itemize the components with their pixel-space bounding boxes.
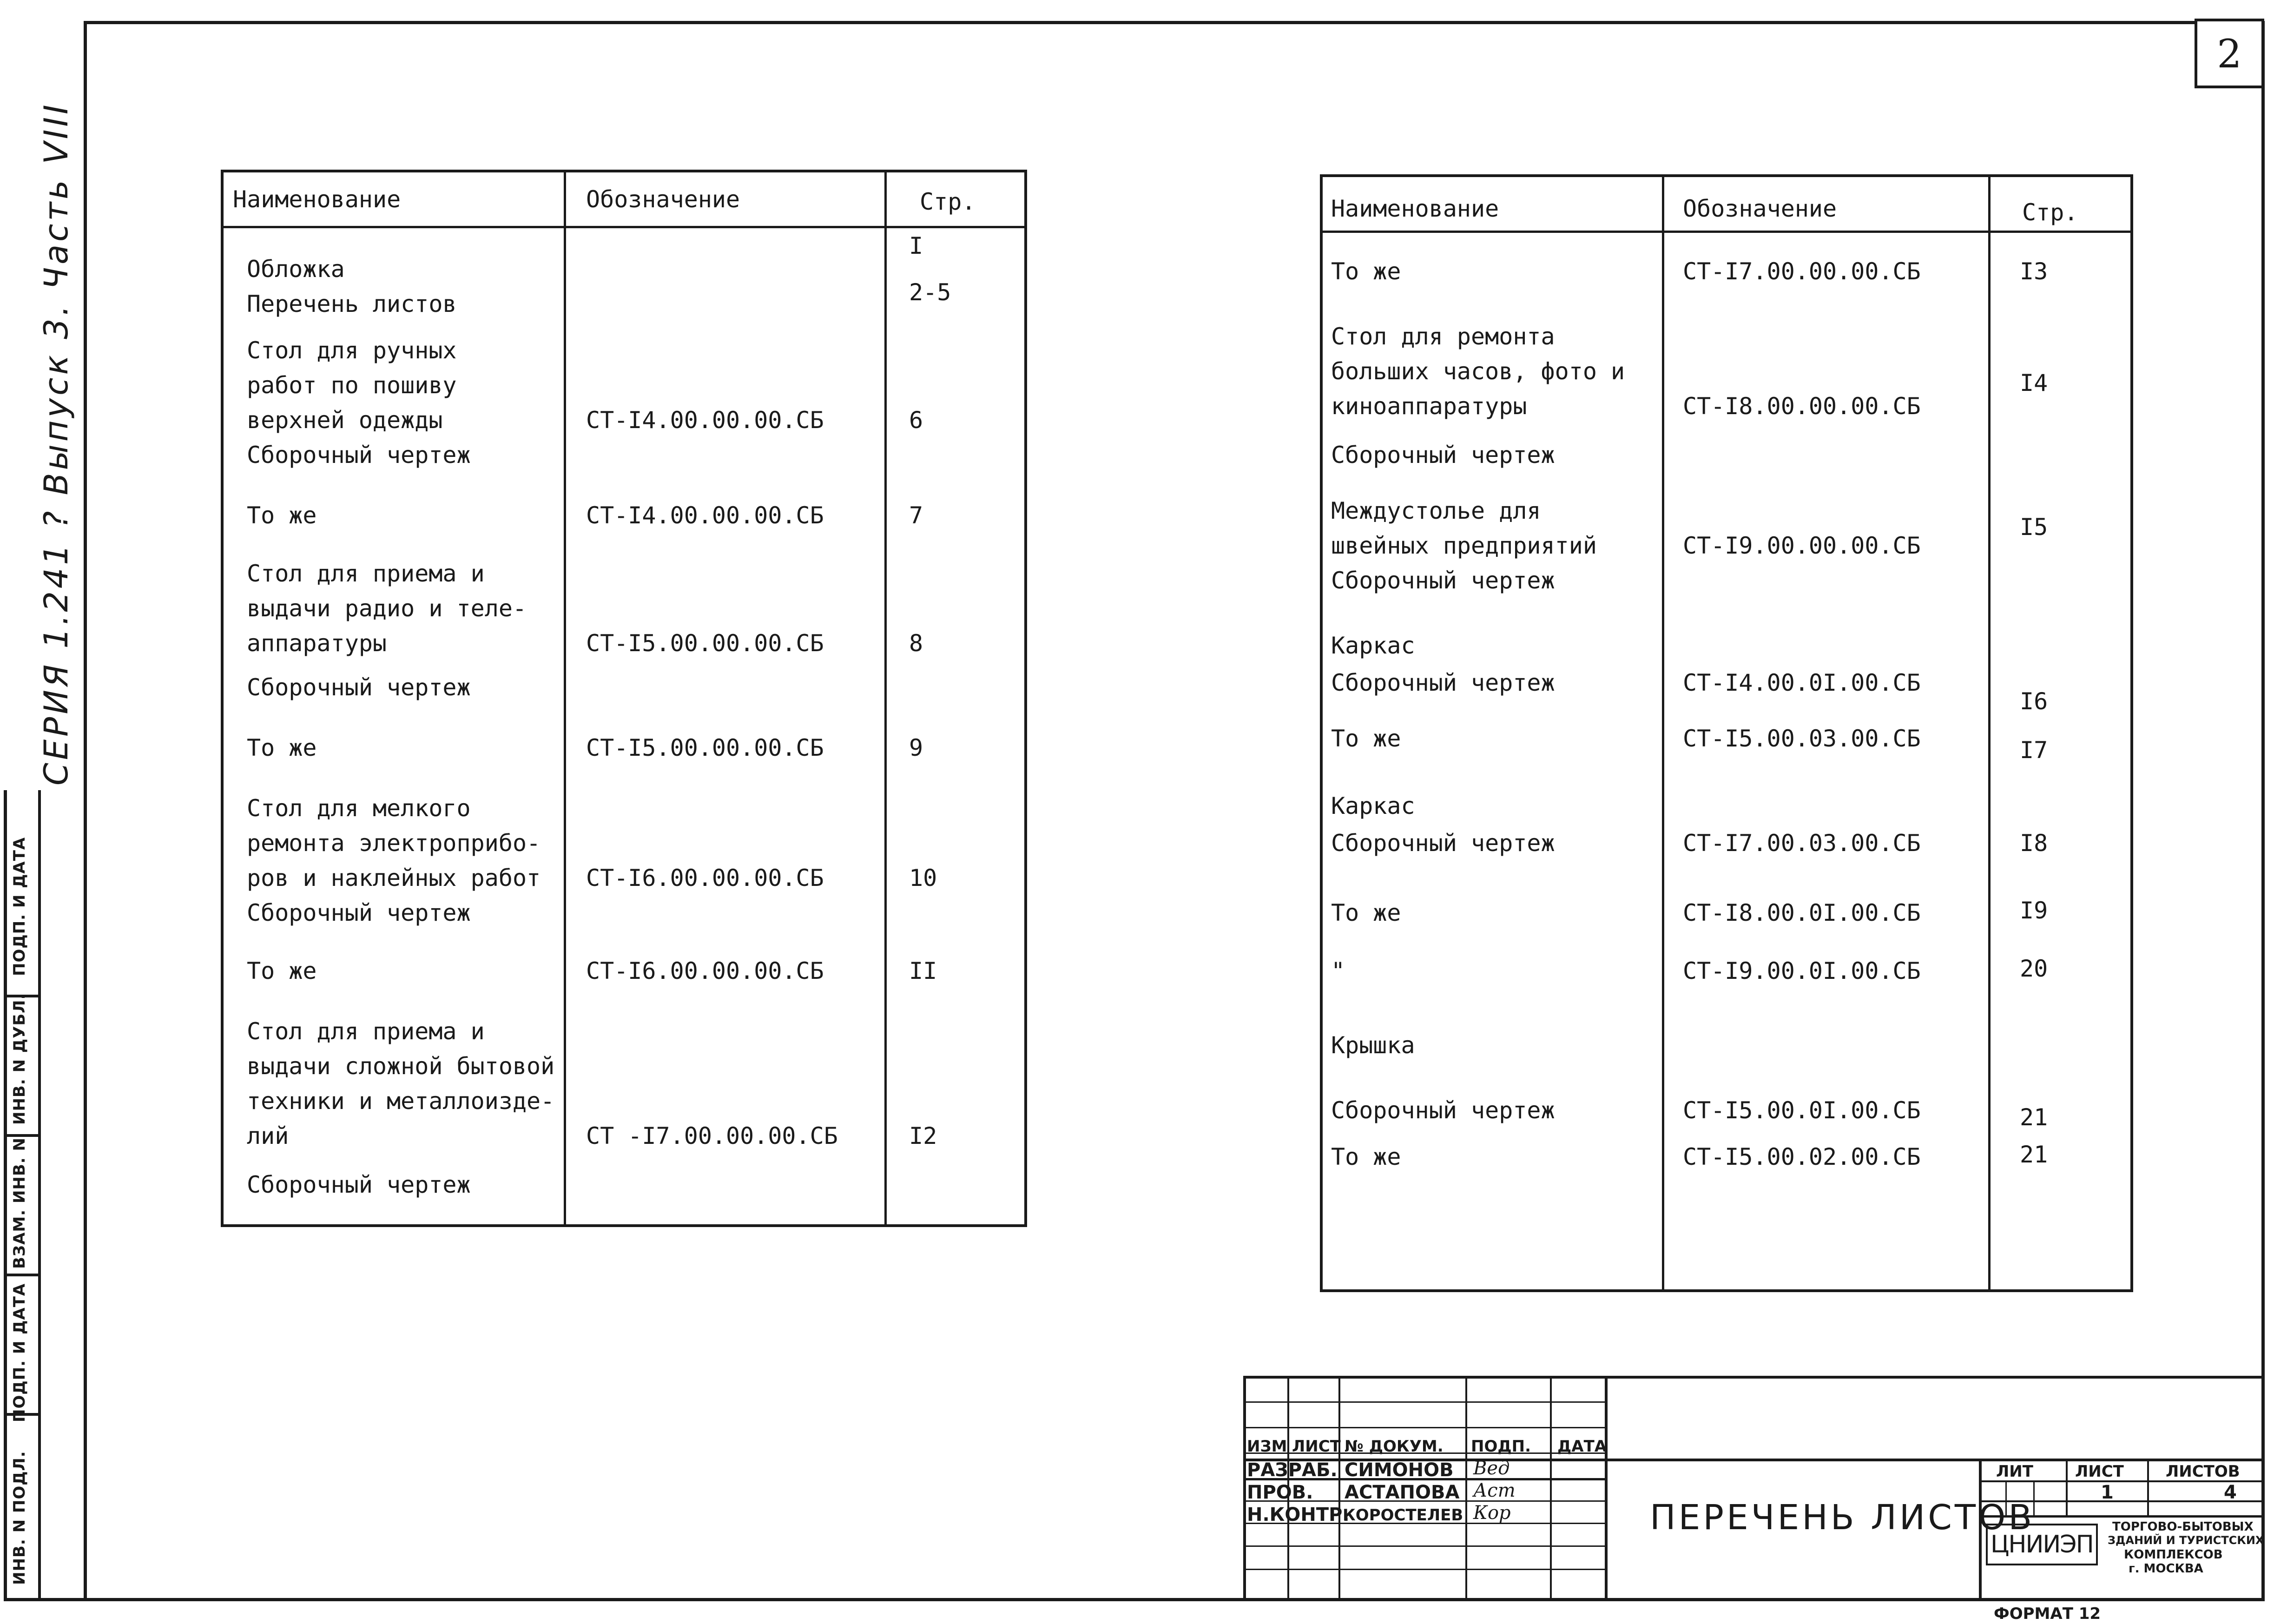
left-row-4-page: 6 (909, 407, 923, 434)
stamp-label-1: ПОДП. И ДАТА (10, 1283, 29, 1422)
right-row-5-name: Междустолье для (1331, 497, 1541, 524)
tb-name-normcontrol: КОРОСТЕЛЕВ (1343, 1506, 1463, 1525)
left-row-18-name: выдачи сложной бытовой (247, 1053, 555, 1080)
org-line-1: ТОРГОВО-БЫТОВЫХ (2112, 1520, 2254, 1534)
tb-col-list: ЛИСТ (1292, 1437, 1341, 1456)
stamp-label-2: ВЗАМ. ИНВ. N (10, 1137, 29, 1269)
stamp-label-0: ИНВ. N ПОДЛ. (10, 1451, 29, 1585)
right-row-14-designation: СТ-I9.00.0I.00.СБ (1683, 957, 1921, 984)
left-row-6-designation: СТ-I4.00.00.00.СБ (586, 502, 824, 529)
left-row-4-designation: СТ-I4.00.00.00.СБ (586, 407, 824, 434)
left-row-16-page: II (909, 957, 937, 984)
tb-role-check: ПРОВ. (1247, 1482, 1313, 1503)
right-row-11-name: Каркас (1331, 792, 1415, 819)
org-line-3: КОМПЛЕКСОВ (2124, 1548, 2223, 1562)
left-row-14-designation: СТ-I6.00.00.00.СБ (586, 865, 824, 891)
right-row-17-page: 21 (2020, 1141, 2048, 1168)
tb-signature-normcontrol: Кор (1473, 1502, 1511, 1524)
right-row-6-designation: СТ-I9.00.00.00.СБ (1683, 532, 1921, 559)
title-block (1243, 1376, 2265, 1601)
left-row-3-name: работ по пошиву (247, 372, 457, 399)
right-row-10-designation: СТ-I5.00.03.00.СБ (1683, 725, 1921, 752)
right-row-10-name: То же (1331, 725, 1401, 752)
right-row-7-name: Сборочный чертеж (1331, 567, 1555, 594)
right-row-3-designation: СТ-I8.00.00.00.СБ (1683, 393, 1921, 420)
left-row-9-page: 8 (909, 630, 923, 657)
right-row-2-page: I4 (2020, 370, 2048, 396)
tb-col-izm: ИЗМ (1247, 1437, 1287, 1456)
right-row-9-name: Сборочный чертеж (1331, 669, 1555, 696)
right-row-12-name: Сборочный чертеж (1331, 830, 1555, 857)
right-row-16-name: Сборочный чертеж (1331, 1097, 1555, 1124)
left-row-1-name: Перечень листов (247, 290, 457, 317)
left-row-14-name: ров и наклейных работ (247, 865, 541, 891)
left-row-11-designation: СТ-I5.00.00.00.СБ (586, 734, 824, 761)
org-line-4: г. МОСКВА (2129, 1562, 2203, 1576)
stamp-label-3: ИНВ. N ДУБЛ. (10, 993, 29, 1125)
tb-lit-label: ЛИТ (1996, 1462, 2033, 1481)
tb-sheet-label: ЛИСТ (2075, 1462, 2124, 1481)
left-row-20-designation: СТ -I7.00.00.00.СБ (586, 1122, 838, 1149)
right-sheet-list-table (1320, 174, 2133, 1292)
right-header-designation: Обозначение (1683, 195, 1837, 222)
left-row-14-page: 10 (909, 865, 937, 891)
left-row-0-page: I (909, 232, 923, 259)
document-title: ПЕРЕЧЕНЬ ЛИСТОВ (1650, 1498, 2035, 1538)
left-row-16-name: То же (247, 957, 317, 984)
tb-sheets-value: 4 (2224, 1482, 2237, 1503)
format-label: ФОРМАТ 12 (1994, 1604, 2101, 1623)
left-header-page: Стр. (920, 188, 976, 215)
right-row-13-designation: СТ-I8.00.0I.00.СБ (1683, 899, 1921, 926)
right-row-15-name: Крышка (1331, 1032, 1415, 1059)
right-row-4-name: Сборочный чертеж (1331, 442, 1555, 469)
right-header-name: Наименование (1331, 195, 1499, 222)
left-row-19-name: техники и металлоизде- (247, 1088, 555, 1115)
right-row-2-name: больших часов, фото и (1331, 358, 1625, 385)
left-row-9-name: аппаратуры (247, 630, 387, 657)
tb-col-date: ДАТА (1557, 1437, 1607, 1456)
tb-name-dev: СИМОНОВ (1345, 1459, 1454, 1481)
left-row-20-page: I2 (909, 1122, 937, 1149)
right-row-14-page: 20 (2020, 955, 2048, 982)
right-row-17-name: То же (1331, 1143, 1401, 1170)
left-header-designation: Обозначение (586, 186, 740, 213)
left-row-17-name: Стол для приема и (247, 1018, 485, 1045)
right-row-0-name: То же (1331, 258, 1401, 285)
left-row-11-name: То же (247, 734, 317, 761)
left-row-4-name: верхней одежды (247, 407, 443, 434)
right-row-14-name: " (1331, 957, 1345, 984)
left-row-5-name: Сборочный чертеж (247, 442, 471, 469)
right-row-16-designation: СТ-I5.00.0I.00.СБ (1683, 1097, 1921, 1124)
right-row-16-page: 21 (2020, 1104, 2048, 1131)
left-row-21-name: Сборочный чертеж (247, 1171, 471, 1198)
right-row-1-name: Стол для ремонта (1331, 323, 1555, 350)
right-row-0-designation: СТ-I7.00.00.00.СБ (1683, 258, 1921, 285)
left-row-13-name: ремонта электроприбо- (247, 830, 541, 857)
org-line-2: ЗДАНИЙ И ТУРИСТСКИХ (2108, 1534, 2264, 1547)
left-row-15-name: Сборочный чертеж (247, 899, 471, 926)
right-row-6-name: швейных предприятий (1331, 532, 1597, 559)
left-row-6-page: 7 (909, 502, 923, 529)
right-row-8-name: Каркас (1331, 632, 1415, 659)
right-row-0-page: I3 (2020, 258, 2048, 285)
series-label: СЕРИЯ 1.241 ? Выпуск 3. Часть VIII (37, 102, 75, 786)
right-row-12-page: I8 (2020, 830, 2048, 857)
org-logo: ЦНИИЭП (1986, 1524, 2098, 1565)
right-row-9-page: I6 (2020, 688, 2048, 715)
left-row-10-name: Сборочный чертеж (247, 674, 471, 701)
right-row-13-page: I9 (2020, 897, 2048, 924)
right-row-9-designation: СТ-I4.00.0I.00.СБ (1683, 669, 1921, 696)
tb-signature-check: Аст (1473, 1480, 1516, 1501)
left-row-1-page: 2-5 (909, 279, 951, 306)
right-row-12-designation: СТ-I7.00.03.00.СБ (1683, 830, 1921, 857)
left-row-2-name: Стол для ручных (247, 337, 457, 364)
right-row-10-page: I7 (2020, 737, 2048, 764)
left-row-7-name: Стол для приема и (247, 560, 485, 587)
tb-sheet-value: 1 (2101, 1482, 2114, 1503)
left-row-8-name: выдачи радио и теле- (247, 595, 527, 622)
left-row-11-page: 9 (909, 734, 923, 761)
right-header-page: Стр. (2022, 199, 2078, 226)
sheet-number: 2 (2195, 19, 2264, 88)
right-row-17-designation: СТ-I5.00.02.00.СБ (1683, 1143, 1921, 1170)
left-row-16-designation: СТ-I6.00.00.00.СБ (586, 957, 824, 984)
stamp-label-4: ПОДП. И ДАТА (10, 837, 29, 976)
left-header-name: Наименование (233, 186, 401, 213)
tb-role-normcontrol: Н.КОНТР. (1247, 1504, 1350, 1525)
tb-name-check: АСТАПОВА (1345, 1482, 1460, 1503)
right-row-6-page: I5 (2020, 514, 2048, 541)
left-sheet-list-table (221, 170, 1027, 1227)
left-row-12-name: Стол для мелкого (247, 795, 471, 822)
tb-role-dev: РАЗРАБ. (1247, 1459, 1338, 1481)
tb-sheets-label: ЛИСТОВ (2166, 1462, 2240, 1481)
tb-col-sign: ПОДП. (1471, 1437, 1531, 1456)
right-row-3-name: киноаппаратуры (1331, 393, 1527, 420)
right-row-13-name: То же (1331, 899, 1401, 926)
tb-col-doc: № ДОКУМ. (1345, 1437, 1443, 1456)
left-row-9-designation: СТ-I5.00.00.00.СБ (586, 630, 824, 657)
tb-signature-dev: Вед (1473, 1458, 1510, 1479)
left-row-0-name: Обложка (247, 256, 345, 283)
left-row-6-name: То же (247, 502, 317, 529)
left-row-20-name: лий (247, 1122, 289, 1149)
